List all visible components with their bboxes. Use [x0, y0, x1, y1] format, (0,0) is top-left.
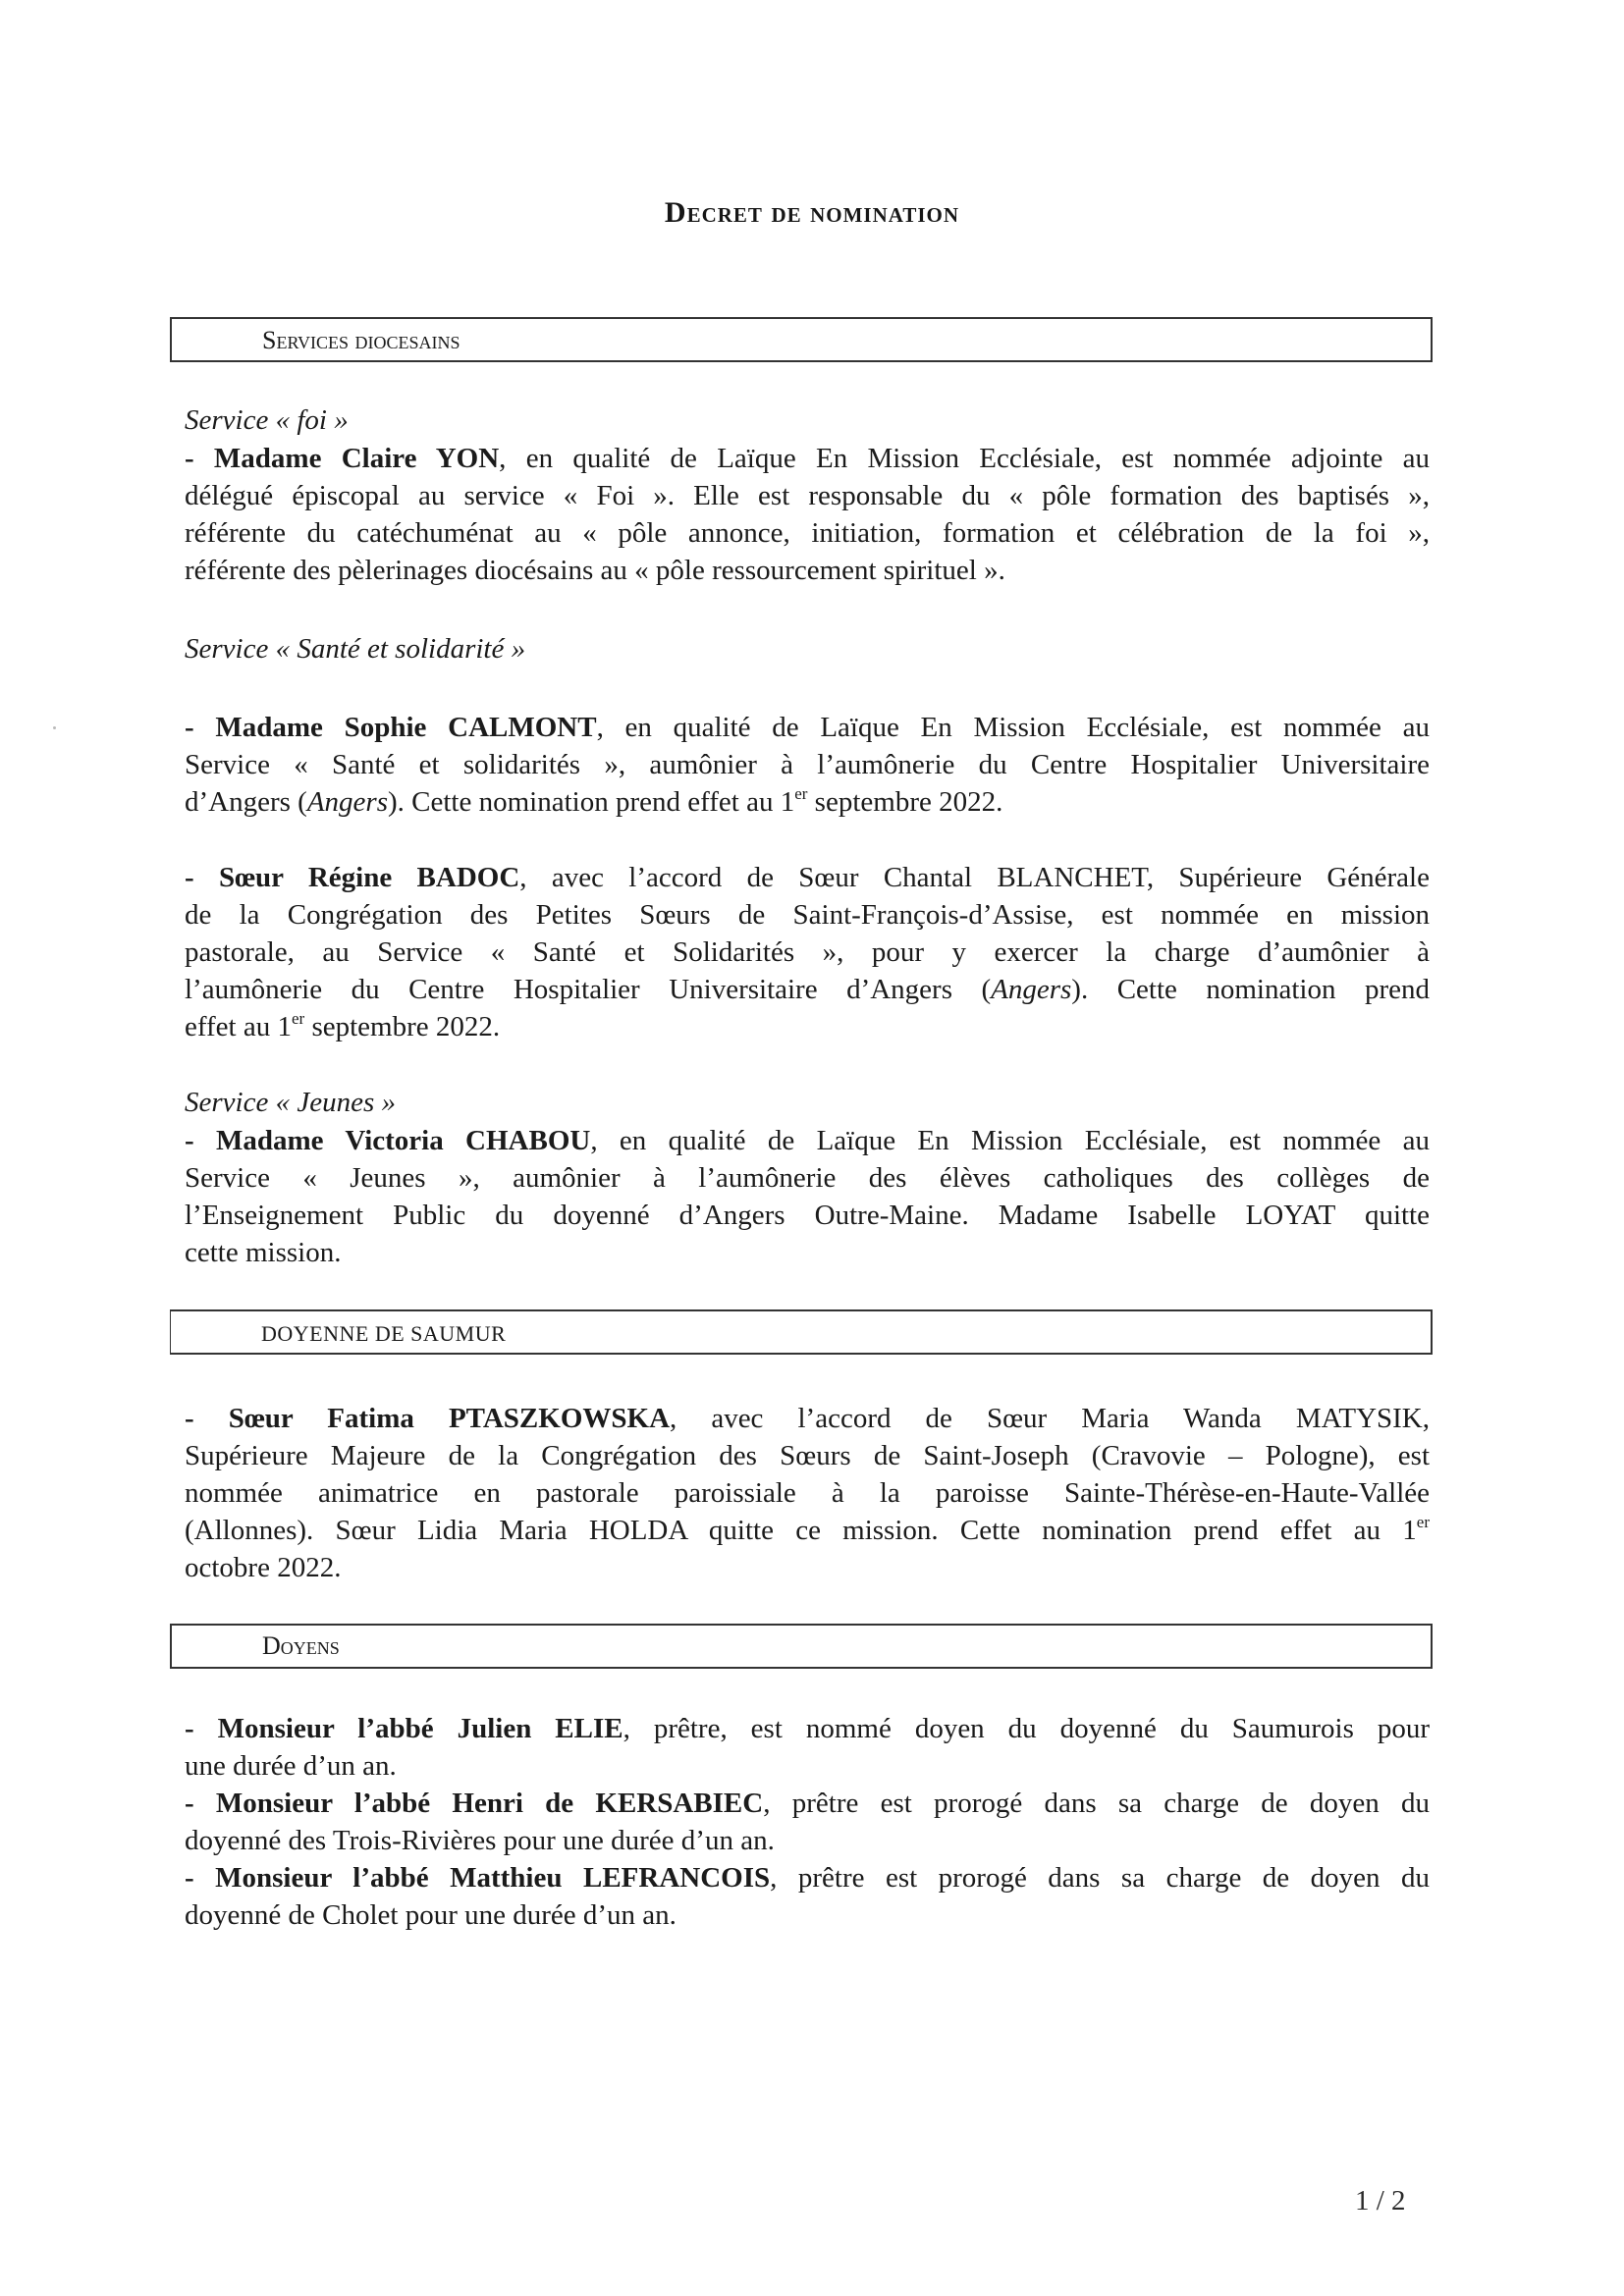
scan-speck	[53, 726, 56, 729]
ptaszkowska-paragraph: - Sœur Fatima PTASZKOWSKA, avec l’accord de Sœur Maria Wanda MATYSIK, Supérieure Majeure de la Congrégation des Sœurs de Saint-Joseph (Cravovie – Pologne), est nommée animatrice en pastorale paroissiale à la paroisse Sainte-Thérèse-en-Haute-Vallée (Allonnes). Sœur Lidia Maria HOLDA quitte ce mission. Cette nomination prend effet au 1er octobre 2022.	[185, 1403, 1430, 1583]
appointee-name: - Madame Claire YON	[185, 443, 500, 474]
section-label: Services diocesains	[262, 326, 460, 354]
page-number: 1 / 2	[1355, 2185, 1406, 2216]
section-header-deans	[170, 1624, 1433, 1669]
appointee-name: - Sœur Fatima PTASZKOWSKA	[185, 1403, 671, 1434]
appointee-name: - Sœur Régine BADOC	[185, 862, 520, 893]
foi-paragraph: - Madame Claire YON, en qualité de Laïque En Mission Ecclésiale, est nommée adjointe au délégué épiscopal au service « Foi ». Elle est responsable du « pôle formation des baptisés », référente du catéchuménat au « pôle annonce, initiation, formation et célébration de la foi », référente des pèlerinages diocésains au « pôle ressourcement spirituel ».	[185, 443, 1430, 586]
appointee-name: - Madame Sophie CALMONT	[185, 712, 597, 743]
service-sante-heading: Service « Santé et solidarité »	[185, 633, 526, 665]
section-header-diocesan-services	[170, 317, 1433, 362]
appointee-name: - Monsieur l’abbé Julien ELIE	[185, 1713, 623, 1744]
service-foi-heading: Service « foi »	[185, 404, 349, 436]
section-label: DOYENNE DE SAUMUR	[261, 1321, 507, 1346]
deans-paragraph: - Monsieur l’abbé Julien ELIE, prêtre, est nommé doyen du doyenné du Saumurois pour une durée d’un an. - Monsieur l’abbé Henri de KERSABIEC, prêtre est prorogé dans sa charge de doyen du doyenné des Trois-Rivières pour une durée d’un an. - Monsieur l’abbé Matthieu LEFRANCOIS, prêtre est prorogé dans sa charge de doyen du doyenné de Cholet pour une durée d’un an.	[185, 1713, 1430, 1931]
section-header-saumur	[170, 1309, 1433, 1355]
chabou-paragraph: - Madame Victoria CHABOU, en qualité de Laïque En Mission Ecclésiale, est nommée au Service « Jeunes », aumônier à l’aumônerie des élèves catholiques des collèges de l’Enseignement Public du doyenné d’Angers Outre-Maine. Madame Isabelle LOYAT quitte cette mission.	[185, 1125, 1430, 1268]
appointee-name: - Monsieur l’abbé Matthieu LEFRANCOIS	[185, 1862, 771, 1894]
calmont-paragraph: - Madame Sophie CALMONT, en qualité de Laïque En Mission Ecclésiale, est nommée au Service « Santé et solidarités », aumônier à l’aumônerie du Centre Hospitalier Universitaire d’Angers (Angers). Cette nomination prend effet au 1er septembre 2022.	[185, 712, 1430, 818]
page-title: Decret de nomination	[664, 196, 960, 229]
appointee-name: - Madame Victoria CHABOU	[185, 1125, 591, 1156]
badoc-paragraph: - Sœur Régine BADOC, avec l’accord de Sœur Chantal BLANCHET, Supérieure Générale de la Congrégation des Petites Sœurs de Saint-François-d’Assise, est nommée en mission pastorale, au Service « Santé et Solidarités », pour y exercer la charge d’aumônier à l’aumônerie du Centre Hospitalier Universitaire d’Angers (Angers). Cette nomination prend effet au 1er septembre 2022.	[185, 862, 1430, 1042]
section-label: Doyens	[262, 1631, 340, 1660]
appointee-name: - Monsieur l’abbé Henri de KERSABIEC	[185, 1788, 764, 1819]
service-jeunes-heading: Service « Jeunes »	[185, 1087, 396, 1118]
